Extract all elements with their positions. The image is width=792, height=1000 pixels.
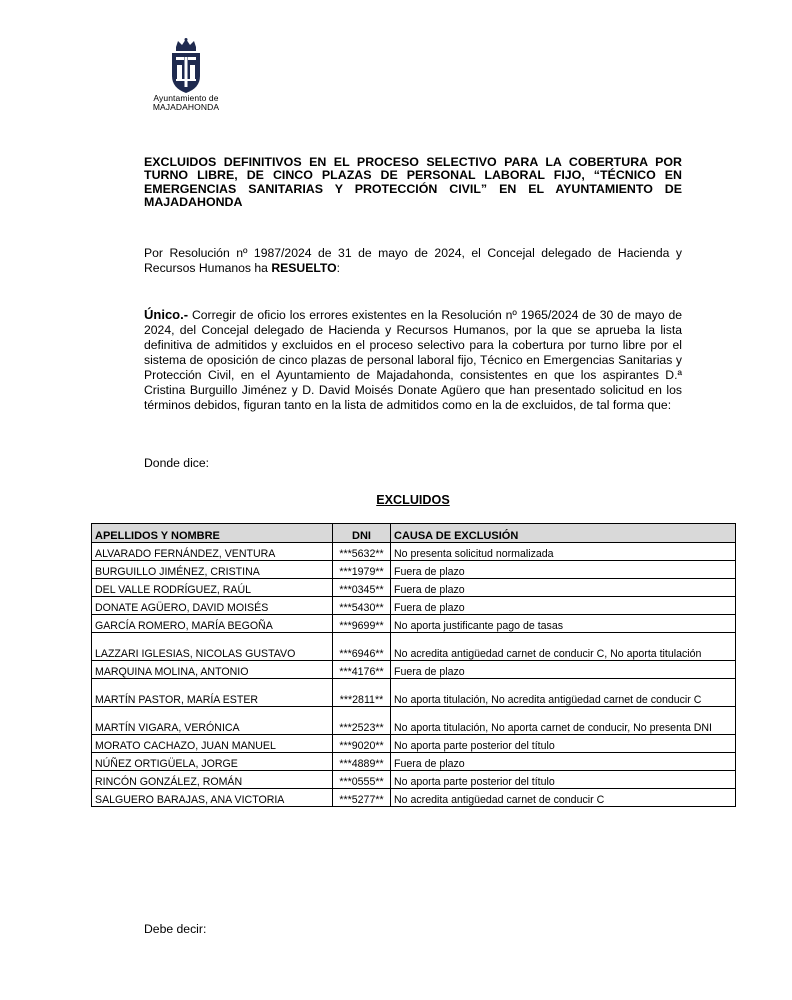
- table-header-row: [92, 524, 736, 543]
- table-row: [92, 543, 736, 561]
- document-title: EXCLUIDOS DEFINITIVOS EN EL PROCESO SELECTIVO PARA LA COBERTURA POR TURNO LIBRE, DE CINCO PLAZAS DE PERSONAL LABORAL FIJO, “TÉCNICO EN EMERGENCIAS SANITARIAS Y PROTECCIÓN CIVIL” EN EL AYUNTAMIENTO DE MAJADAHONDA: [144, 155, 682, 210]
- donde-dice-label: Donde dice:: [144, 456, 210, 470]
- row-dni-cell: ***4176**: [333, 661, 391, 679]
- row-name-cell: DONATE AGÜERO, DAVID MOISÉS: [92, 597, 333, 615]
- row-dni-cell: ***5277**: [333, 789, 391, 807]
- row-dni-cell: ***5430**: [333, 597, 391, 615]
- table-row: [92, 679, 736, 707]
- row-dni-cell: ***0345**: [333, 579, 391, 597]
- row-dni-cell: ***0555**: [333, 771, 391, 789]
- logo-text-line2: MAJADAHONDA: [152, 102, 220, 112]
- row-causa-cell: No aporta titulación, No aporta carnet de conducir, No presenta DNI: [391, 707, 736, 735]
- row-dni-cell: ***1979**: [333, 561, 391, 579]
- excluidos-table: [91, 523, 736, 807]
- row-name-cell: SALGUERO BARAJAS, ANA VICTORIA: [92, 789, 333, 807]
- table-body: [92, 543, 736, 807]
- city-hall-logo: [146, 38, 226, 112]
- resuelto-word: RESUELTO: [271, 261, 337, 275]
- row-causa-cell: Fuera de plazo: [391, 579, 736, 597]
- row-causa-cell: No aporta parte posterior del título: [391, 771, 736, 789]
- table-row: [92, 735, 736, 753]
- header-dni: DNI: [333, 524, 391, 543]
- row-dni-cell: ***6946**: [333, 633, 391, 661]
- table-row: [92, 789, 736, 807]
- intro-after: :: [336, 261, 340, 275]
- row-causa-cell: Fuera de plazo: [391, 753, 736, 771]
- row-causa-cell: Fuera de plazo: [391, 561, 736, 579]
- row-causa-cell: No aporta parte posterior del título: [391, 735, 736, 753]
- table-row: [92, 707, 736, 735]
- row-name-cell: GARCÍA ROMERO, MARÍA BEGOÑA: [92, 615, 333, 633]
- table-row: [92, 753, 736, 771]
- logo-text-line1: Ayuntamiento de: [153, 93, 219, 103]
- row-causa-cell: Fuera de plazo: [391, 661, 736, 679]
- header-name: APELLIDOS Y NOMBRE: [92, 524, 333, 543]
- row-dni-cell: ***2523**: [333, 707, 391, 735]
- unico-text: Corregir de oficio los errores existentes en la Resolución nº 1965/2024 de 30 de mayo de 2024, del Concejal delegado de Hacienda y Recursos Humanos, por la que se aprueba la lista definitiva de admitidos y excluidos en el proceso selectivo para la cobertura por turno libre por el sistema de oposición de cinco plazas de personal laboral fijo, Técnico en Emergencias Sanitarias y Protección Civil, en el Ayuntamiento de Majadahonda, consistentes en que los aspirantes D.ª Cristina Burguillo Jiménez y D. David Moisés Donate Agüero que han presentado solicitud en los términos debidos, figuran tanto en la lista de admitidos como en la de excluidos, de tal forma que:: [144, 308, 682, 412]
- row-dni-cell: ***2811**: [333, 679, 391, 707]
- row-name-cell: NÚÑEZ ORTIGÜELA, JORGE: [92, 753, 333, 771]
- row-causa-cell: No aporta justificante pago de tasas: [391, 615, 736, 633]
- coat-of-arms-icon: [168, 38, 204, 94]
- unico-paragraph: [144, 307, 682, 413]
- row-causa-cell: No presenta solicitud normalizada: [391, 543, 736, 561]
- row-dni-cell: ***9020**: [333, 735, 391, 753]
- table-row: [92, 597, 736, 615]
- row-name-cell: RINCÓN GONZÁLEZ, ROMÁN: [92, 771, 333, 789]
- row-causa-cell: No aporta titulación, No acredita antigüedad carnet de conducir C: [391, 679, 736, 707]
- intro-text: Por Resolución nº 1987/2024 de 31 de mayo de 2024, el Concejal delegado de Hacienda y Recursos Humanos ha: [144, 246, 682, 275]
- row-causa-cell: No acredita antigüedad carnet de conducir C, No aporta titulación: [391, 633, 736, 661]
- row-name-cell: MORATO CACHAZO, JUAN MANUEL: [92, 735, 333, 753]
- debe-decir-label: Debe decir:: [144, 922, 207, 936]
- row-causa-cell: Fuera de plazo: [391, 597, 736, 615]
- table-row: [92, 633, 736, 661]
- header-causa: CAUSA DE EXCLUSIÓN: [391, 524, 736, 543]
- row-name-cell: ALVARADO FERNÁNDEZ, VENTURA: [92, 543, 333, 561]
- row-name-cell: MARTÍN VIGARA, VERÓNICA: [92, 707, 333, 735]
- table-row: [92, 771, 736, 789]
- table-row: [92, 615, 736, 633]
- table-row: [92, 561, 736, 579]
- row-name-cell: MARTÍN PASTOR, MARÍA ESTER: [92, 679, 333, 707]
- row-dni-cell: ***9699**: [333, 615, 391, 633]
- intro-paragraph: [144, 246, 682, 276]
- row-dni-cell: ***5632**: [333, 543, 391, 561]
- unico-label: Único.-: [144, 307, 189, 322]
- excluidos-heading: EXCLUIDOS: [376, 493, 450, 507]
- row-name-cell: BURGUILLO JIMÉNEZ, CRISTINA: [92, 561, 333, 579]
- row-name-cell: LAZZARI IGLESIAS, NICOLAS GUSTAVO: [92, 633, 333, 661]
- row-dni-cell: ***4889**: [333, 753, 391, 771]
- table-row: [92, 661, 736, 679]
- row-name-cell: DEL VALLE RODRÍGUEZ, RAÚL: [92, 579, 333, 597]
- row-name-cell: MARQUINA MOLINA, ANTONIO: [92, 661, 333, 679]
- row-causa-cell: No acredita antigüedad carnet de conducir C: [391, 789, 736, 807]
- table-row: [92, 579, 736, 597]
